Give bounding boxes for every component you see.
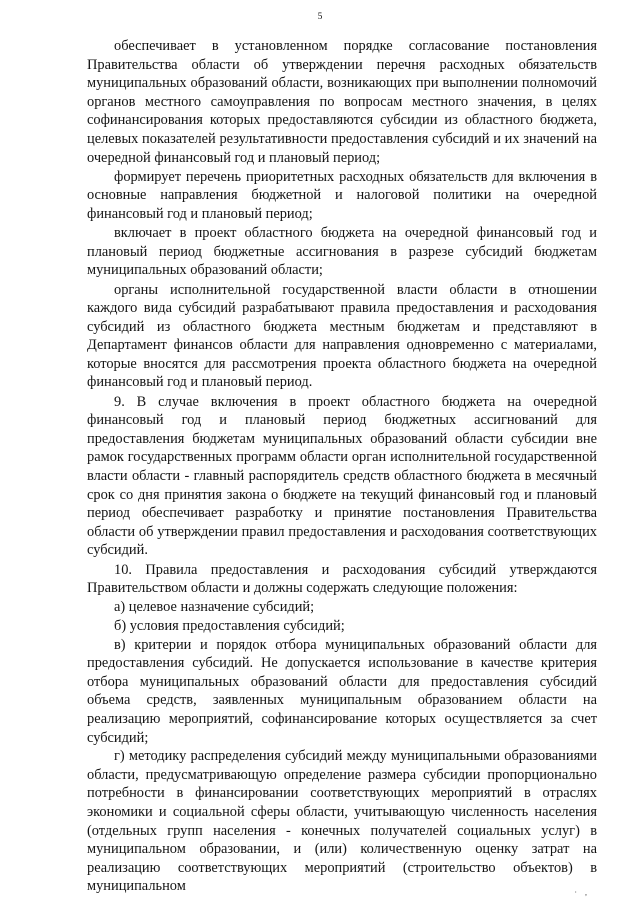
list-item-a: а) целевое назначение субсидий; [114, 599, 315, 616]
paragraph-vklyuchaet: включает в проект областного бюджета на очередной финансовый год и плановый период бюджетные ассигнования в разрезе субсидий бюджетам муниципальных образований области; [87, 225, 597, 279]
document-body [87, 37, 597, 896]
list-item-g: г) методику распределения субсидий между муниципальными образованиями области, предусматривающую определение размера субсидии пропорционально потребности в финансировании соответствующих мероприятий в отраслях экономики и социальной сферы области, учитывающую численность населения (отдельных групп населения - конечных получателей социальных услуг) в муниципальном образовании, и (или) количественную оценку затрат на реализацию соответствующих мероприятий (строительство объектов) в муниципальном [87, 748, 597, 895]
list-item-v: в) критерии и порядок отбора муниципальных образований области для предоставления субсидий. Не допускается использование в качестве критерия отбора муниципальных образований области для предоставления субсидий объема средств, заявленных муниципальным образованием области на реализацию мероприятий, софинансирование которых осуществляется за счет субсидий; [87, 636, 597, 746]
page-number: 5 [317, 12, 323, 22]
paragraph-item-10: 10. Правила предоставления и расходования субсидий утверждаются Правительством области и должны содержать следующие положения: [87, 561, 597, 597]
paragraph-formiruet: формирует перечень приоритетных расходных обязательств для включения в основные направления бюджетной и налоговой политики на очередной финансовый год и плановый период; [87, 168, 597, 222]
scan-corner-marks: · , [574, 888, 590, 897]
paragraph-item-9: 9. В случае включения в проект областного бюджета на очередной финансовый год и плановый период бюджетных ассигнований для предоставления бюджетам муниципальных образований области субсидии вне рамок государственных программ области орган исполнительной государственной власти области - главный распорядитель средств областного бюджета в месячный срок со дня принятия закона о бюджете на текущий финансовый год и плановый период обеспечивает разработку и принятие постановления Правительства области об утверждении правил предоставления и расходования соответствующих субсидий. [87, 393, 597, 559]
paragraph-organy: органы исполнительной государственной власти области в отношении каждого вида субсидий разрабатывают правила предоставления и расходования субсидий из областного бюджета местным бюджетам и представляют в Департамент финансов области для направления одновременно с материалами, которые вносятся для рассмотрения проекта областного бюджета на очередной финансовый год и плановый период. [87, 281, 597, 391]
list-item-b: б) условия предоставления субсидий; [114, 617, 345, 634]
paragraph-obespechivaet: обеспечивает в установленном порядке согласование постановления Правительства области об утверждении перечня расходных обязательств муниципальных образований области, возникающих при выполнении полномочий органов местного самоуправления по вопросам местного значения, в целях софинансирования которых предоставляются субсидии из областного бюджета, целевых показателей результативности предоставления субсидий и их значений на очередной финансовый год и плановый период; [87, 38, 597, 166]
